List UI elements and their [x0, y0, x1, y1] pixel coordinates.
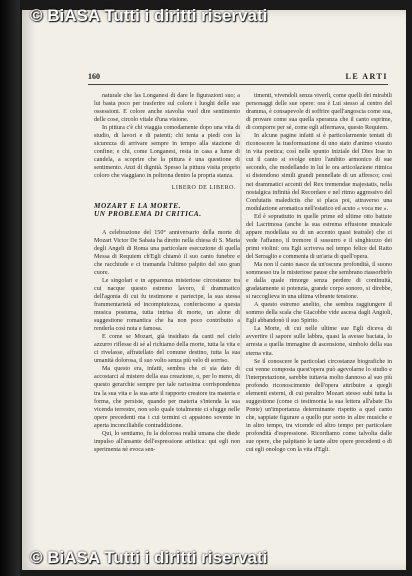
- pencil-mark: [240, 110, 242, 410]
- article-paragraph: timenti, vivendoli senza viverli, come quelli dei mirabili personaggi delle sue opere: ora è Lui stesso al centro del dramma, è consapevole di soffrire quell'angoscia come sua, di provare come sua quella speranza che il canto esprime, di comporre per sè, come egli affermava, questo Requiem.: [246, 93, 392, 132]
- article-paragraph: Qui, lo sentiamo, fu la dolorosa realtà umana che diede impulso all'ansante dell'espressione artistica: qui egli non sperimenta nè evoca sen-: [94, 430, 240, 453]
- watermark-top: © BiASA Tutti i diritti riservati: [30, 6, 268, 25]
- article-paragraph: Ma questo era, infatti, sembra che ci sia dato di accostarci al mistero della sua creazione, o, per lo meno, di questo gerarchie sempre per tale rarissima corrispondenza tra la sua vita e la sua arte il rapporto creatore tra materia e forma, che persiste, quando per materia s'intenda la sua vicenda terrestre, non solo quale totalmente ci sfugge nelle opere precedenti ma i cui termini ci appaiono sovente in aperta inconciliabile contraddizione.: [94, 366, 240, 429]
- author-signature: LIBERO DE LIBERO.: [171, 184, 236, 191]
- article-paragraph: Ma non il canto nasce da un'oscura profondità, il suono sommesso tra le misteriose pause che sembrano riassorbirlo e dalla quale rimorge senza perdere di continuità, gradatamente si potenzia, grande corpo sonoro, si direbbe, si raccoglieva in una ultima vibrante tensione.: [246, 261, 392, 301]
- left-column: [94, 92, 240, 532]
- article-paragraph: Ed è soprattutto in quelle prime ed ultime otto battute del Lacrimosa (anche la sua estrema effusione musicale appare modellata su di un accento quasi teatrale) che ci vede l'affanno, il tremore il sussurro e il singhiozzo dei primi violini: ora Egli scriveva nel tempo felice del Ratto del Serraglio e commenta di un'aria di quell'opera.: [246, 213, 392, 260]
- page-number: 160: [88, 72, 100, 81]
- article-title: [94, 202, 240, 219]
- section-name: LE ARTI: [345, 72, 388, 81]
- scan-edge-shadow: [0, 0, 20, 576]
- article-paragraph: Se il conoscere le particolari circostanze biografiche in cui venne composta quest'opera può agevolarne lo studio e l'interpretazione, sarebbe tuttavia molto dannoso al suo più profondo riconoscimento dell'opera attribuire a quegli elementi esterni, di cui peraltro Mozart stesso subì tutta la suggestione (come ci testimonia la sua lettera all'abate Da Ponte) un'importanza determinante rispetto a quel canto che, sappiate figurare a quello pur sorto in altre musiche e in altro tempo, tra vicende ed altro tempo per particolare profondità d'espressione. Ricordiamo come talvolta dalle sue opere, che palpitano le tante altre opere precedenti o di cui egli onologo con la vita d'Egli.: [246, 358, 392, 454]
- article-title-line: UN PROBLEMA DI CRITICA.: [94, 210, 202, 219]
- article-paragraph: E come se Mozart, già insidiato da canti nel cielo azzurro riflesse di sé al richiamo della morte, tutta la vita e ci rivelasse, affratellato del comune destino, tutta la sua umanità dolorosa, il suo volto senza più velo di sorriso.: [94, 334, 240, 365]
- article-paragraph: Le singolari e in apparenza misteriose circostanze tra cui nacque questo estremo lavoro, il drammatico dell'agonia di cui fu testimone e partecipe, la sua stessa frammentarietà ed incompiutezza, conferiscono a questa musica postuma, tutta intrisa di morte, un alone di suggestione romantica che ha non poco contribuito a renderla così nota e famosa.: [94, 277, 240, 333]
- article-paragraph: La Morte, di cui nelle ultime sue Egli diceva di avvertire il sapore sulle labbra, quasi la avesse baciata, lo arresta a quella immagine di ascensione, simbolo della sua eterna vita.: [246, 326, 392, 357]
- article-title-line: MOZART E LA MORTE.: [94, 201, 182, 210]
- watermark-bottom: © BiASA Tutti i diritti riservati: [30, 548, 268, 567]
- article-paragraph: In alcune pagine infatti si è particolarmente tentati di riconoscere la trasformazione di uno stato d'animo vissuto in vita poetica; così nelle spunto iniziale del Dies Irae in cui il canto si svolge entro l'ambito armonico di sue secondo, che modellando in lui le ora articolazione ritmica si distendono simili grandi pennellate di un affresco; così nei drammatici accenti del Rex tremendae majestatis, nella nostalgica infinità del Recordare e nel ritmo aggressivo del Confutatis maledictis che si placa poi, attraverso una modulazione aromatica nell'estatico ed acuto « voca me ».: [246, 133, 392, 212]
- page-header: [88, 72, 388, 85]
- article-paragraph: A questo estremo anelito, che sembra raggiungere il sommo della scala che Giacobbe vide ascesa dagli Angioli, Egli abbandonò il suo Spirito.: [246, 302, 392, 325]
- article-paragraph: A celebrazione del 150° anniversario della morte di Mozart Victor De Sabata ha diretto nella chiesa di S. Maria degli Angeli di Roma una particolare esecuzione di quella Messa di Requiem ch'Egli chiamò il suo canto funebre e che racchiude e ci tramanda l'ultimo palpito del suo gran cuore.: [94, 229, 240, 276]
- right-column: [246, 92, 392, 532]
- intro-paragraph: In pittura c'è chi viaggia comodamente dopo una vita di studio, di lavori e di patenti; chi tenta a piedi con la sicurezza di arrivare sempre in tempo alla stazione di confine; e chi, come Longanesi, resta in casa a lume di candela, a scoprire che la pittura è una questione di sentimento. Anzi di dignità. Spesso la pittura visita proprio coloro che viaggiano in poltrona dentro la propria stanza.: [94, 125, 240, 180]
- intro-paragraph: naturale che las Longanesi di dare le figurazioni suo; a lui basta poco per trasferire sul colore i luoghi delle sue ossessioni. E colore anche stavolta vuol dire sentimento delle cose, circolo vitale d'una visione.: [94, 93, 240, 124]
